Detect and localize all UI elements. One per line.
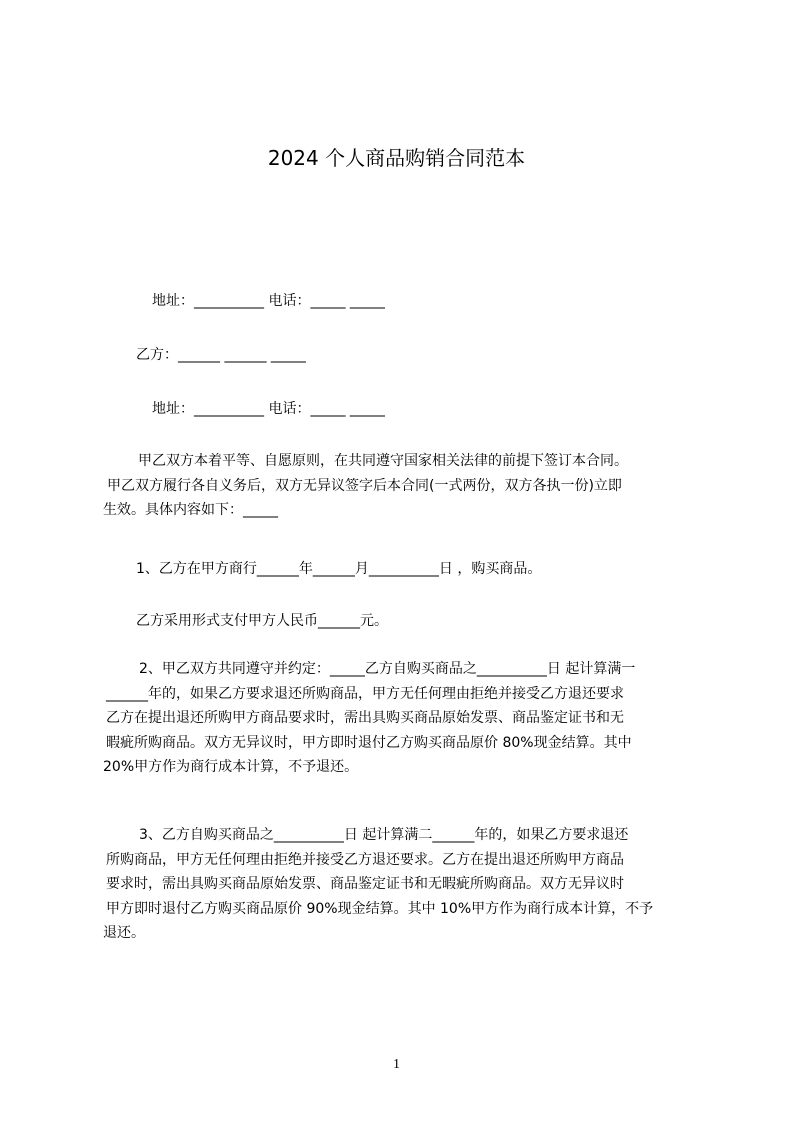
clause-3-paragraph [103, 823, 698, 946]
party-a-address-line: 地址：__________ 电话：_____ _____ [152, 293, 385, 309]
clause-3-line: 所购商品，甲方无任何理由拒绝并接受乙方退还要求。乙方在提出退还所购甲方商品 [106, 851, 624, 868]
clause-2-paragraph [103, 657, 698, 780]
intro-paragraph [103, 449, 698, 523]
clause-2-line: 暇疵所购商品。双方无异议时，甲方即时退付乙方购买商品原价 80%现金结算。其中 [106, 734, 632, 751]
party-b-address-line: 地址：__________ 电话：_____ _____ [152, 401, 385, 417]
intro-line: 甲乙双方本着平等、自愿原则，在共同遵守国家相关法律的前提下签订本合同。 [138, 453, 628, 469]
clause-1: 1、乙方在甲方商行______年______月__________日 ，购买商品。 [136, 561, 542, 577]
page-number: 1 [393, 1057, 400, 1072]
clause-3-line: 退还。 [103, 925, 145, 941]
clause-3-line: 要求时，需出具购买商品原始发票、商品鉴定证书和无暇疵所购商品。双方无异议时 [106, 876, 624, 892]
intro-line: 甲乙双方履行各自义务后，双方无异议签字后本合同(一式两份，双方各执一份)立即 [107, 477, 622, 494]
clause-2-line: ______年的，如果乙方要求退还所购商品，甲方无任何理由拒绝并接受乙方退还要求 [106, 685, 624, 702]
payment-line: 乙方采用形式支付甲方人民币______元。 [136, 613, 388, 629]
document-title: 2024 个人商品购销合同范本 [267, 146, 526, 170]
clause-2-line: 20%甲方作为商行成本计算，不予退还。 [103, 759, 359, 775]
clause-3-line: 甲方即时退付乙方购买商品原价 90%现金结算。其中 10%甲方作为商行成本计算，不予 [106, 900, 654, 917]
party-b-line: 乙方：______ ______ _____ [136, 347, 306, 363]
clause-2-line: 乙方在提出退还所购甲方商品要求时，需出具购买商品原始发票、商品鉴定证书和无 [106, 710, 624, 726]
clause-3-line: 3、乙方自购买商品之__________日 起计算满二______年的，如果乙方要求退还 [139, 827, 629, 843]
clause-2-line: 2、甲乙双方共同遵守并约定：_____乙方自购买商品之__________日 起计算满一 [139, 661, 636, 677]
intro-line: 生效。具体内容如下：_____ [103, 502, 278, 518]
